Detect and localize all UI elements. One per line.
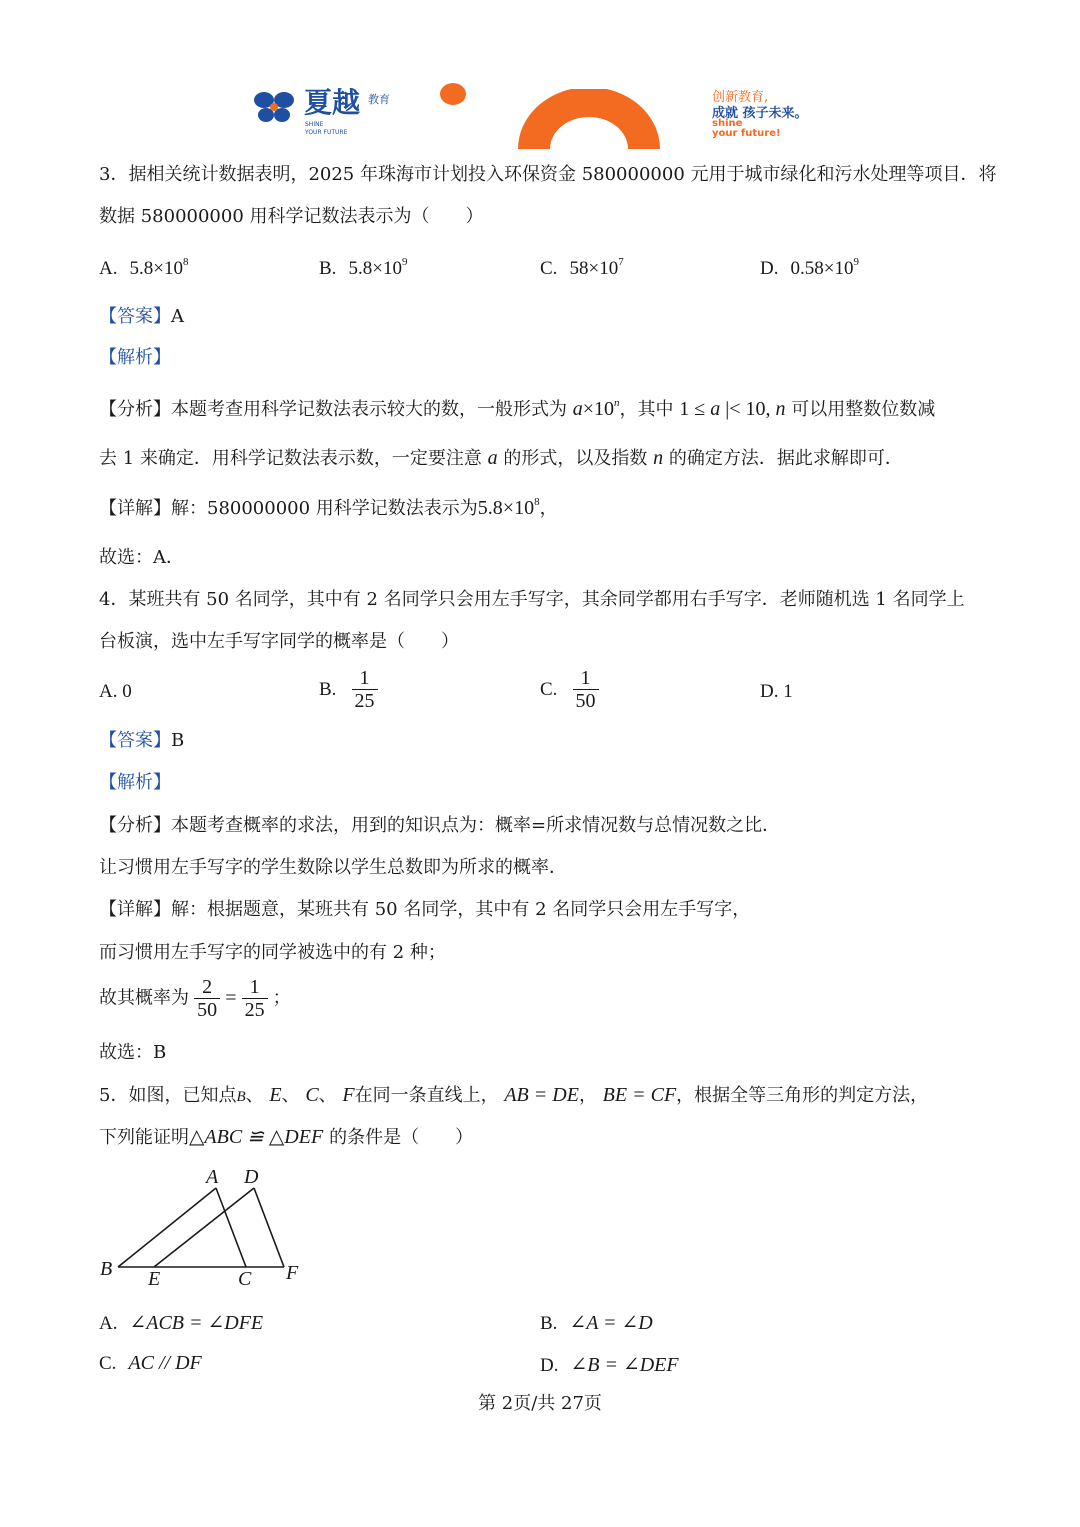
q4-option-c: C. $\frac{1}{50}$ (540, 667, 599, 712)
q4-fraction-2: $\frac{1}{25}$ (242, 976, 268, 1021)
q3-fenxi-line-2: 去 1 来确定．用科学记数法表示数，一定要注意 a 的形式，以及指数 n 的确定方法．据此求解即可． (99, 447, 903, 469)
q4-fenxi-line-2: 让习惯用左手写字的学生数除以学生总数即为所求的概率． (99, 857, 567, 878)
segment-ac (216, 1188, 246, 1267)
q4-stem-line-1: 4．某班共有 50 名同学，其中有 2 名同学只会用左手写字，其余同学都用右手写字．老师随机选 1 名同学上 (99, 589, 965, 610)
brand-logo-icon (252, 90, 298, 124)
q4-jiexi-heading: 【解析】 (99, 772, 171, 793)
q4-option-b-fraction: $\frac{1}{25}$ (352, 667, 378, 712)
segment-df (254, 1188, 284, 1267)
q4-fraction-1: $\frac{2}{50}$ (194, 976, 220, 1021)
logo-suffix: 教育 (368, 93, 390, 106)
segment-ba (118, 1188, 216, 1267)
q5-figure (96, 1164, 306, 1294)
logo-name: 夏越 (304, 86, 361, 119)
q4-option-c-fraction: $\frac{1}{50}$ (573, 667, 599, 712)
q3-choice: 故选：A． (99, 547, 184, 568)
q4-option-a: A. 0 (99, 681, 132, 702)
label-b: B (100, 1258, 113, 1280)
q4-stem-line-2: 台板演，选中左手写字同学的概率是（ ） (99, 631, 459, 652)
label-e: E (148, 1268, 161, 1290)
q5-option-d: D. ∠B = ∠DEF (540, 1354, 679, 1376)
q4-probability: 故其概率为 $\frac{2}{50}$ = $\frac{1}{25}$ ； (99, 976, 291, 1021)
q3-answer: 【答案】A (99, 306, 184, 327)
q4-answer: 【答案】B (99, 730, 185, 751)
slogan-line-2: 成就 孩子未来。 (712, 106, 808, 121)
q3-stem-line-2: 数据 580000000 用科学记数法表示为（ ） (99, 206, 484, 227)
q3-stem-line-1: 3．据相关统计数据表明，2025 年珠海市计划投入环保资金 580000000 元用于城市绿化和污水处理等项目．将 (99, 164, 997, 185)
q5-option-a: A. ∠ACB = ∠DFE (99, 1312, 264, 1334)
q3-option-d: D. $0.58\times 10^9$ (760, 256, 859, 279)
q5-option-c: C. AC // DF (99, 1352, 202, 1374)
label-a: A (206, 1166, 219, 1188)
q3-xiangjie: 【详解】解：580000000 用科学记数法表示为$5.8\times 10^8$， (99, 496, 558, 519)
q3-option-b: B. $5.8\times 10^9$ (319, 256, 408, 279)
q3-fenxi-line-1: 【分析】本题考查用科学记数法表示较大的数，一般形式为 $a\times 10^n$，其中 1 ≤ a |< 10, n 可以用整数位数减 (99, 397, 936, 420)
q5-option-b: B. ∠A = ∠D (540, 1312, 653, 1334)
slogan-line-3: shine (712, 118, 743, 129)
q4-xiangjie: 【详解】解：根据题意，某班共有 50 名同学，其中有 2 名同学只会用左手写字， (99, 899, 751, 920)
segment-ed (154, 1188, 254, 1267)
slogan-line-4: your future! (712, 128, 781, 139)
q3-jiexi-heading: 【解析】 (99, 347, 171, 368)
label-d: D (244, 1166, 259, 1188)
q4-fenxi: 【分析】本题考查概率的求法，用到的知识点为：概率=所求情况数与总情况数之比． (99, 815, 781, 836)
q5-stem-line-1: 5．如图，已知点B、 E、 C、 F在同一条直线上， AB = DE， BE = CF，根据全等三角形的判定方法， (99, 1084, 929, 1106)
q5-stem-line-2: 下列能证明△ABC ≌ △DEF 的条件是（ ） (99, 1126, 474, 1148)
q4-option-b: B. $\frac{1}{25}$ (319, 667, 378, 712)
q4-option-d: D. 1 (760, 681, 793, 702)
q4-choice: 故选：B (99, 1042, 167, 1063)
q3-option-a: A. $5.8\times 10^8$ (99, 256, 189, 279)
label-f: F (286, 1262, 299, 1284)
logo-en-1: SHINE (305, 121, 324, 128)
label-c: C (238, 1268, 252, 1290)
orange-dot-icon (439, 82, 467, 106)
page-footer: 第 2页/共 27页 (478, 1393, 602, 1414)
orange-arch-icon (518, 89, 660, 149)
q4-xiangjie-line-2: 而习惯用左手写字的同学被选中的有 2 种； (99, 942, 446, 963)
slogan-line-1: 创新教育, (712, 90, 769, 105)
q3-option-c: C. $58\times 10^7$ (540, 256, 624, 279)
triangle-figure (96, 1164, 306, 1294)
logo-en-2: YOUR FUTURE (305, 129, 348, 136)
